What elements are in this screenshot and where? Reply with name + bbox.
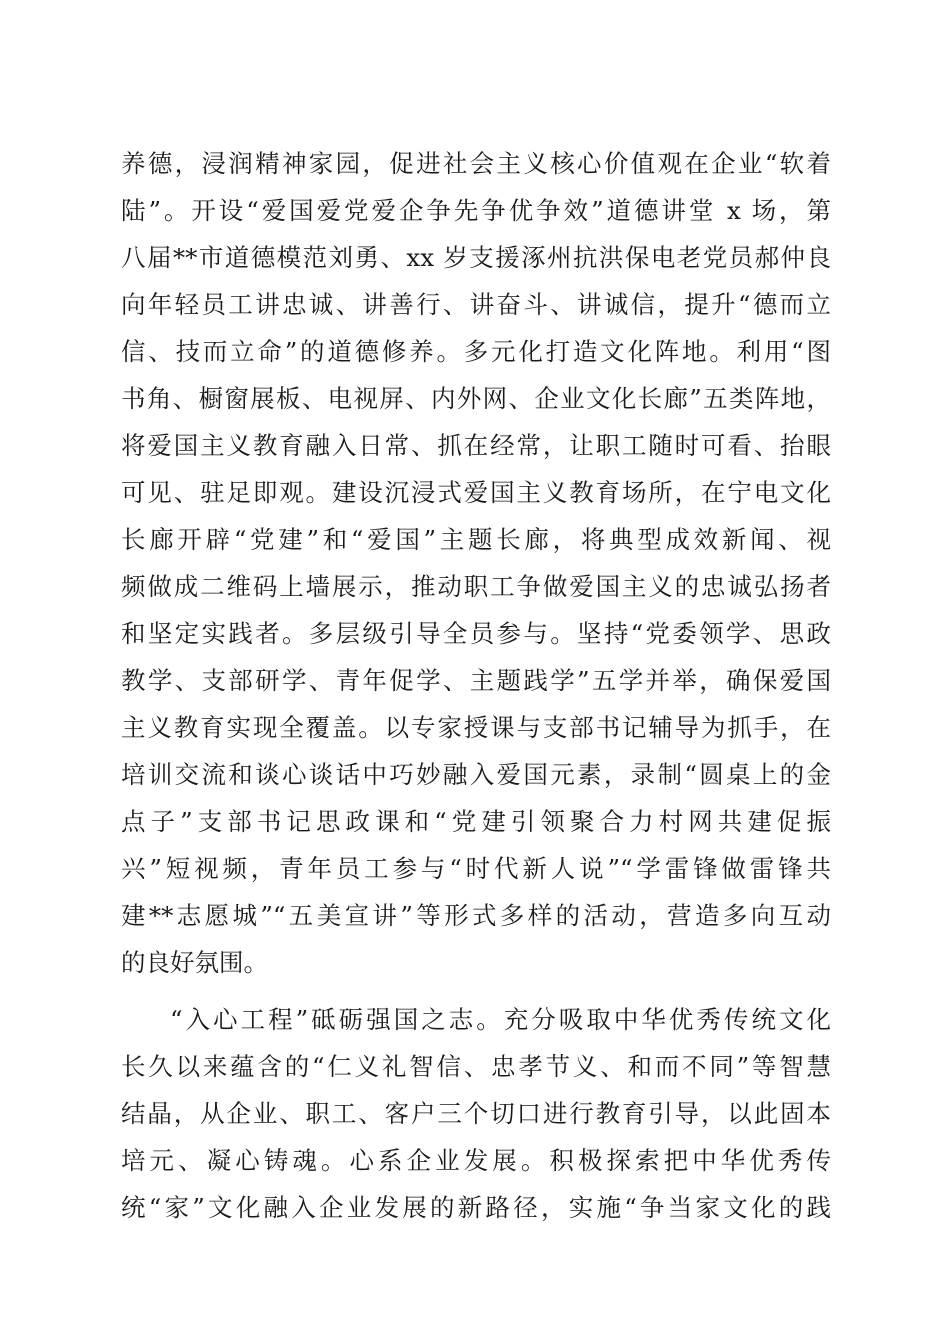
body-text	[121, 140, 831, 1231]
text-line: 教学、支部研学、青年促学、主题践学”五学并举，确保爱国	[121, 666, 831, 695]
text-line: 可见、驻足即观。建设沉浸式爱国主义教育场所，在宁电文化	[121, 478, 831, 507]
text-line: 培元、凝心铸魂。心系企业发展。积极探索把中华优秀传	[121, 1146, 831, 1175]
paragraph-1	[121, 140, 831, 986]
text-line: 长久以来蕴含的“仁义礼智信、忠孝节义、和而不同”等智慧	[121, 1052, 831, 1081]
text-line: 和坚定实践者。多层级引导全员参与。坚持“党委领学、思政	[121, 619, 831, 648]
paragraph-spacer	[121, 986, 831, 996]
text-line: 点子”支部书记思政课和“党建引领聚合力村网共建促振	[121, 807, 831, 836]
text-line: “入心工程”砥砺强国之志。充分吸取中华优秀传统文化	[170, 1005, 831, 1034]
paragraph-2	[121, 996, 831, 1231]
text-line: 书角、橱窗展板、电视屏、内外网、企业文化长廊”五类阵地，	[121, 384, 831, 413]
text-line: 频做成二维码上墙展示，推动职工争做爱国主义的忠诚弘扬者	[121, 572, 831, 601]
text-line: 的良好氛围。	[121, 948, 268, 977]
text-line: 信、技而立命”的道德修养。多元化打造文化阵地。利用“图	[121, 337, 831, 366]
text-line: 向年轻员工讲忠诚、讲善行、讲奋斗、讲诚信，提升“德而立	[121, 290, 831, 319]
text-line: 长廊开辟“党建”和“爱国”主题长廊，将典型成效新闻、视	[121, 525, 831, 554]
text-line: 兴”短视频，青年员工参与“时代新人说”“学雷锋做雷锋共	[121, 854, 831, 883]
text-line: 养德，浸润精神家园，促进社会主义核心价值观在企业“软着	[121, 149, 831, 178]
text-line: 陆”。开设“爱国爱党爱企争先争优争效”道德讲堂 x 场，第	[121, 196, 831, 225]
text-line: 八届**市道德模范刘勇、xx 岁支援涿州抗洪保电老党员郝仲良	[121, 243, 831, 272]
text-line: 结晶，从企业、职工、客户三个切口进行教育引导，以此固本	[121, 1099, 831, 1128]
text-line: 将爱国主义教育融入日常、抓在经常，让职工随时可看、抬眼	[121, 431, 831, 460]
text-line: 统“家”文化融入企业发展的新路径，实施“争当家文化的践	[121, 1193, 831, 1222]
text-line: 培训交流和谈心谈话中巧妙融入爱国元素，录制“圆桌上的金	[121, 760, 831, 789]
text-line: 建**志愿城”“五美宣讲”等形式多样的活动，营造多向互动	[121, 901, 831, 930]
text-line: 主义教育实现全覆盖。以专家授课与支部书记辅导为抓手，在	[121, 713, 831, 742]
